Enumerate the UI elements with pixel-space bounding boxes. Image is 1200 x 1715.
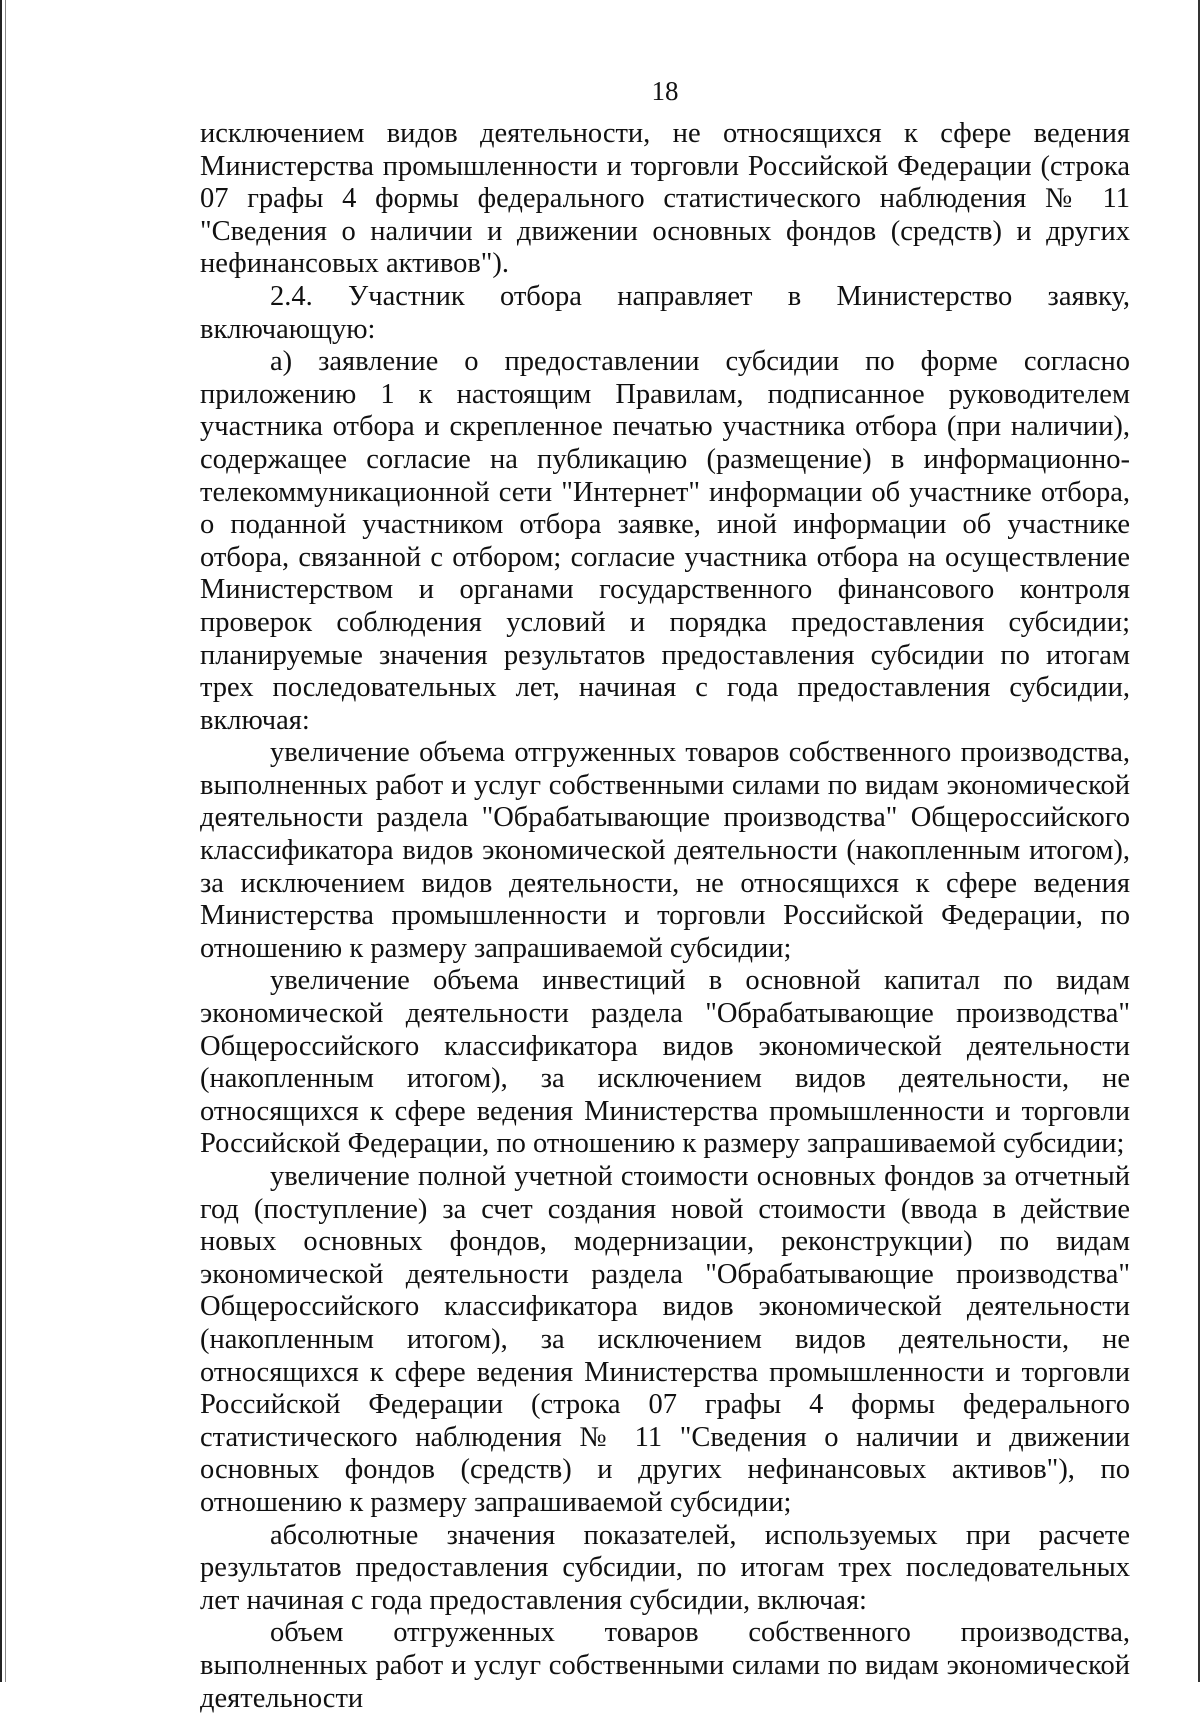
paragraph-continuation: исключением видов деятельности, не относящихся к сфере ведения Министерства промышленности и торговли Российской Федерации (строка 07 графы 4 формы федерального статистического наблюдения № 11 "Сведения о наличии и движении основных фондов (средств) и других нефинансовых активов").: [200, 118, 1130, 280]
scan-edge-line: [5, 0, 6, 1682]
paragraph-investment-increase: увеличение объема инвестиций в основной капитал по видам экономической деятельности раздела "Обрабатывающие производства" Общероссийского классификатора видов экономической деятельности (накопленным итогом), за исключением видов деятельности, не относящихся к сфере ведения Министерства промышленности и торговли Российской Федерации, по отношению к размеру запрашиваемой субсидии;: [200, 965, 1130, 1160]
scan-edge-left: [0, 0, 2, 1682]
paragraph-absolute-values: абсолютные значения показателей, используемых при расчете результатов предоставления субсидии, по итогам трех последовательных лет начиная с года предоставления субсидии, включая:: [200, 1519, 1130, 1616]
paragraph-fixed-assets-increase: увеличение полной учетной стоимости основных фондов за отчетный год (поступление) за счет создания новой стоимости (ввода в действие новых основных фондов, модернизации, реконструкции) по видам экономической деятельности раздела "Обрабатывающие производства" Общероссийского классификатора видов экономической деятельности (накопленным итогом), за исключением видов деятельности, не относящихся к сфере ведения Министерства промышленности и торговли Российской Федерации (строка 07 графы 4 формы федерального статистического наблюдения № 11 "Сведения о наличии и движении основных фондов (средств) и других нефинансовых активов"), по отношению к размеру запрашиваемой субсидии;: [200, 1161, 1130, 1518]
paragraph-clause-2-4: 2.4. Участник отбора направляет в Министерство заявку, включающую:: [200, 280, 1130, 345]
paragraph-item-a: а) заявление о предоставлении субсидии по форме согласно приложению 1 к настоящим Правилам, подписанное руководителем участника отбора и скрепленное печатью участника отбора (при наличии), содержащее согласие на публикацию (размещение) в информационно-телекоммуникационной сети "Интернет" информации об участнике отбора, о поданной участником отбора заявке, иной информации об участнике отбора, связанной с отбором; согласие участника отбора на осуществление Министерством и органами государственного финансового контроля проверок соблюдения условий и порядка предоставления субсидии; планируемые значения результатов предоставления субсидии по итогам трех последовательных лет, начиная с года предоставления субсидии, включая:: [200, 346, 1130, 736]
paragraph-shipped-goods-increase: увеличение объема отгруженных товаров собственного производства, выполненных работ и услуг собственными силами по видам экономической деятельности раздела "Обрабатывающие производства" Общероссийского классификатора видов экономической деятельности (накопленным итогом), за исключением видов деятельности, не относящихся к сфере ведения Министерства промышленности и торговли Российской Федерации, по отношению к размеру запрашиваемой субсидии;: [200, 737, 1130, 964]
page-number: 18: [651, 76, 679, 106]
paragraph-shipped-goods-volume: объем отгруженных товаров собственного производства, выполненных работ и услуг собственными силами по видам экономической деятельности: [200, 1617, 1130, 1714]
document-body: [200, 118, 1130, 1715]
